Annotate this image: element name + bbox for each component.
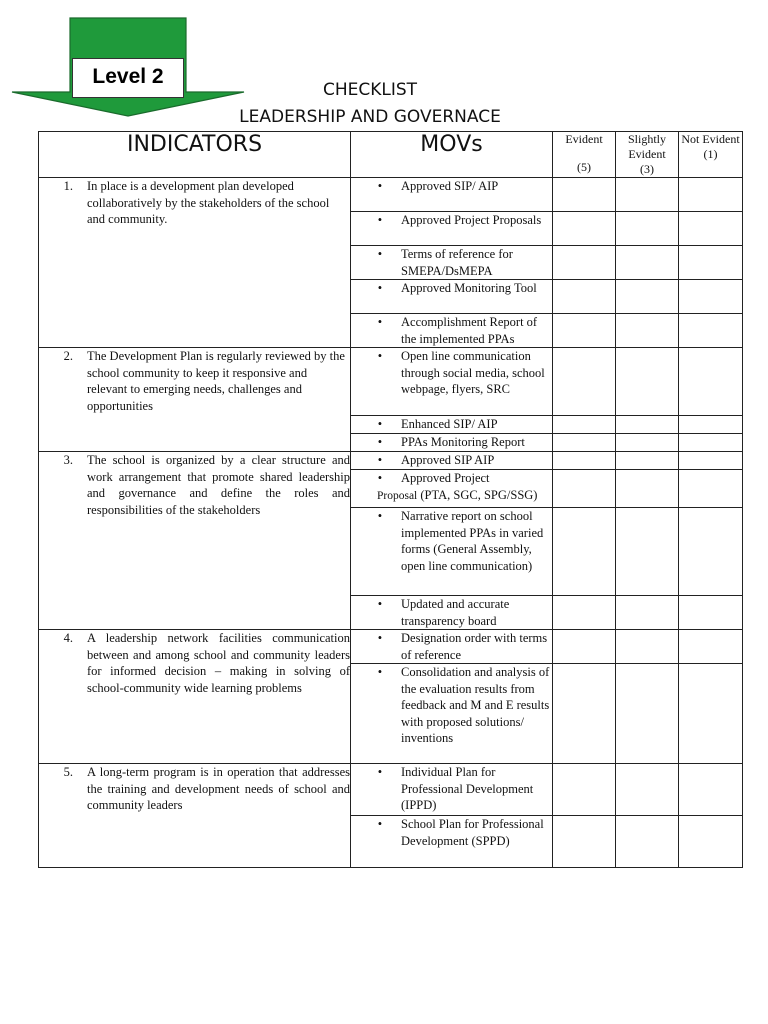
not-evident-header (679, 132, 743, 178)
bullet-icon: • (377, 417, 383, 431)
mov-cell: • PPAs Monitoring Report (351, 434, 553, 452)
not-evident-checkbox[interactable] (679, 416, 743, 434)
not-evident-checkbox[interactable] (679, 664, 743, 764)
mov-cell: • Narrative report on school implemented PPAs in varied forms (General Assembly, open line communication) (351, 508, 553, 596)
slightly-evident-checkbox[interactable] (616, 348, 679, 416)
evident-checkbox[interactable] (553, 434, 616, 452)
evident-checkbox[interactable] (553, 212, 616, 246)
not-evident-checkbox[interactable] (679, 348, 743, 416)
checklist-table (38, 131, 743, 868)
evident-score: (5) (577, 160, 591, 174)
indicator-text: The school is organized by a clear structure and work arrangement that promote shared leadership and governance and define the roles and responsibilities of the stakeholders (87, 453, 350, 517)
indicator-text: A long-term program is in operation that addresses the training and development needs of school and community leaders (87, 765, 350, 812)
indicator-number: 4. (63, 631, 73, 645)
indicator-cell (39, 178, 351, 348)
not-evident-checkbox[interactable] (679, 508, 743, 596)
indicator-number: 3. (63, 453, 73, 467)
slightly-evident-checkbox[interactable] (616, 434, 679, 452)
not-evident-label: Not Evident (681, 132, 740, 146)
slightly-evident-checkbox[interactable] (616, 212, 679, 246)
slightly-evident-label: Slightly Evident (627, 132, 666, 161)
not-evident-checkbox[interactable] (679, 280, 743, 314)
bullet-icon: • (377, 435, 383, 449)
indicator-cell (39, 452, 351, 630)
evident-checkbox[interactable] (553, 178, 616, 212)
slightly-evident-score: (3) (640, 162, 654, 176)
not-evident-checkbox[interactable] (679, 596, 743, 630)
mov-cell: • Updated and accurate transparency board (351, 596, 553, 630)
indicator-number: 1. (63, 179, 73, 193)
slightly-evident-checkbox[interactable] (616, 246, 679, 280)
slightly-evident-checkbox[interactable] (616, 470, 679, 508)
evident-checkbox[interactable] (553, 816, 616, 868)
table-row (39, 764, 743, 816)
page-subtitle: LEADERSHIP AND GOVERNACE (239, 107, 501, 127)
evident-checkbox[interactable] (553, 314, 616, 348)
not-evident-checkbox[interactable] (679, 178, 743, 212)
slightly-evident-checkbox[interactable] (616, 764, 679, 816)
mov-cell: • Terms of reference for SMEPA/DsMEPA (351, 246, 553, 280)
indicators-header: INDICATORS (39, 132, 351, 178)
evident-checkbox[interactable] (553, 630, 616, 664)
evident-checkbox[interactable] (553, 664, 616, 764)
evident-checkbox[interactable] (553, 246, 616, 280)
mov-cell: • Open line communication through social media, school webpage, flyers, SRC (351, 348, 553, 416)
slightly-evident-checkbox[interactable] (616, 280, 679, 314)
indicator-cell (39, 630, 351, 764)
level-label: Level 2 (72, 58, 184, 98)
indicator-text: A leadership network facilities communication between and among school and community leaders for informed decision – making in solving of school-community wide learning problems (87, 631, 350, 695)
bullet-icon: • (377, 315, 383, 329)
not-evident-checkbox[interactable] (679, 246, 743, 280)
bullet-icon: • (377, 665, 383, 679)
bullet-icon: • (377, 471, 383, 485)
bullet-icon: • (377, 349, 383, 363)
table-header-row (39, 132, 743, 178)
indicator-number: 2. (63, 349, 73, 363)
indicator-text: The Development Plan is regularly reviewed by the school community to keep it responsive and relevant to emerging needs, challenges and opportunities (87, 349, 345, 413)
bullet-icon: • (377, 281, 383, 295)
not-evident-checkbox[interactable] (679, 314, 743, 348)
slightly-evident-checkbox[interactable] (616, 416, 679, 434)
mov-cell: • Approved Monitoring Tool (351, 280, 553, 314)
evident-checkbox[interactable] (553, 452, 616, 470)
slightly-evident-checkbox[interactable] (616, 630, 679, 664)
not-evident-checkbox[interactable] (679, 630, 743, 664)
slightly-evident-checkbox[interactable] (616, 508, 679, 596)
table-row (39, 348, 743, 416)
mov-cell: • Approved SIP AIP (351, 452, 553, 470)
mov-cell: • Approved Project Proposals (351, 212, 553, 246)
not-evident-checkbox[interactable] (679, 434, 743, 452)
indicator-cell (39, 348, 351, 452)
slightly-evident-header (616, 132, 679, 178)
indicator-number: 5. (63, 765, 73, 779)
slightly-evident-checkbox[interactable] (616, 816, 679, 868)
mov-cell: • Accomplishment Report of the implemented PPAs (351, 314, 553, 348)
mov-cell: • Enhanced SIP/ AIP (351, 416, 553, 434)
bullet-icon: • (377, 509, 383, 523)
evident-checkbox[interactable] (553, 348, 616, 416)
evident-checkbox[interactable] (553, 596, 616, 630)
table-row (39, 178, 743, 212)
mov-cell: • Individual Plan for Professional Development (IPPD) (351, 764, 553, 816)
bullet-icon: • (377, 453, 383, 467)
bullet-icon: • (377, 247, 383, 261)
evident-checkbox[interactable] (553, 416, 616, 434)
not-evident-checkbox[interactable] (679, 470, 743, 508)
slightly-evident-checkbox[interactable] (616, 596, 679, 630)
not-evident-checkbox[interactable] (679, 452, 743, 470)
mov-cell: • School Plan for Professional Development (SPPD) (351, 816, 553, 868)
slightly-evident-checkbox[interactable] (616, 314, 679, 348)
not-evident-checkbox[interactable] (679, 212, 743, 246)
not-evident-checkbox[interactable] (679, 816, 743, 868)
bullet-icon: • (377, 631, 383, 645)
not-evident-checkbox[interactable] (679, 764, 743, 816)
slightly-evident-checkbox[interactable] (616, 452, 679, 470)
evident-checkbox[interactable] (553, 470, 616, 508)
page-title: CHECKLIST (322, 80, 418, 100)
bullet-icon: • (377, 817, 383, 831)
indicator-cell (39, 764, 351, 868)
mov-cell: • Approved Project Proposal (PTA, SGC, SPG/SSG) (351, 470, 553, 508)
table-row (39, 630, 743, 664)
table-row (39, 452, 743, 470)
slightly-evident-checkbox[interactable] (616, 664, 679, 764)
mov-cell: • Approved SIP/ AIP (351, 178, 553, 212)
evident-checkbox[interactable] (553, 508, 616, 596)
mov-cell: • Designation order with terms of reference (351, 630, 553, 664)
evident-checkbox[interactable] (553, 280, 616, 314)
mov-cell: • Consolidation and analysis of the evaluation results from feedback and M and E results with proposed solutions/ inventions (351, 664, 553, 764)
evident-checkbox[interactable] (553, 764, 616, 816)
not-evident-score: (1) (703, 147, 718, 161)
movs-header: MOVs (351, 132, 553, 178)
bullet-icon: • (377, 213, 383, 227)
level-badge (10, 16, 246, 118)
bullet-icon: • (377, 179, 383, 193)
bullet-icon: • (377, 597, 383, 611)
indicator-text: In place is a development plan developed collaboratively by the stakeholders of the school and community. (87, 179, 330, 226)
evident-header (553, 132, 616, 178)
slightly-evident-checkbox[interactable] (616, 178, 679, 212)
evident-label: Evident (565, 132, 603, 146)
bullet-icon: • (377, 765, 383, 779)
